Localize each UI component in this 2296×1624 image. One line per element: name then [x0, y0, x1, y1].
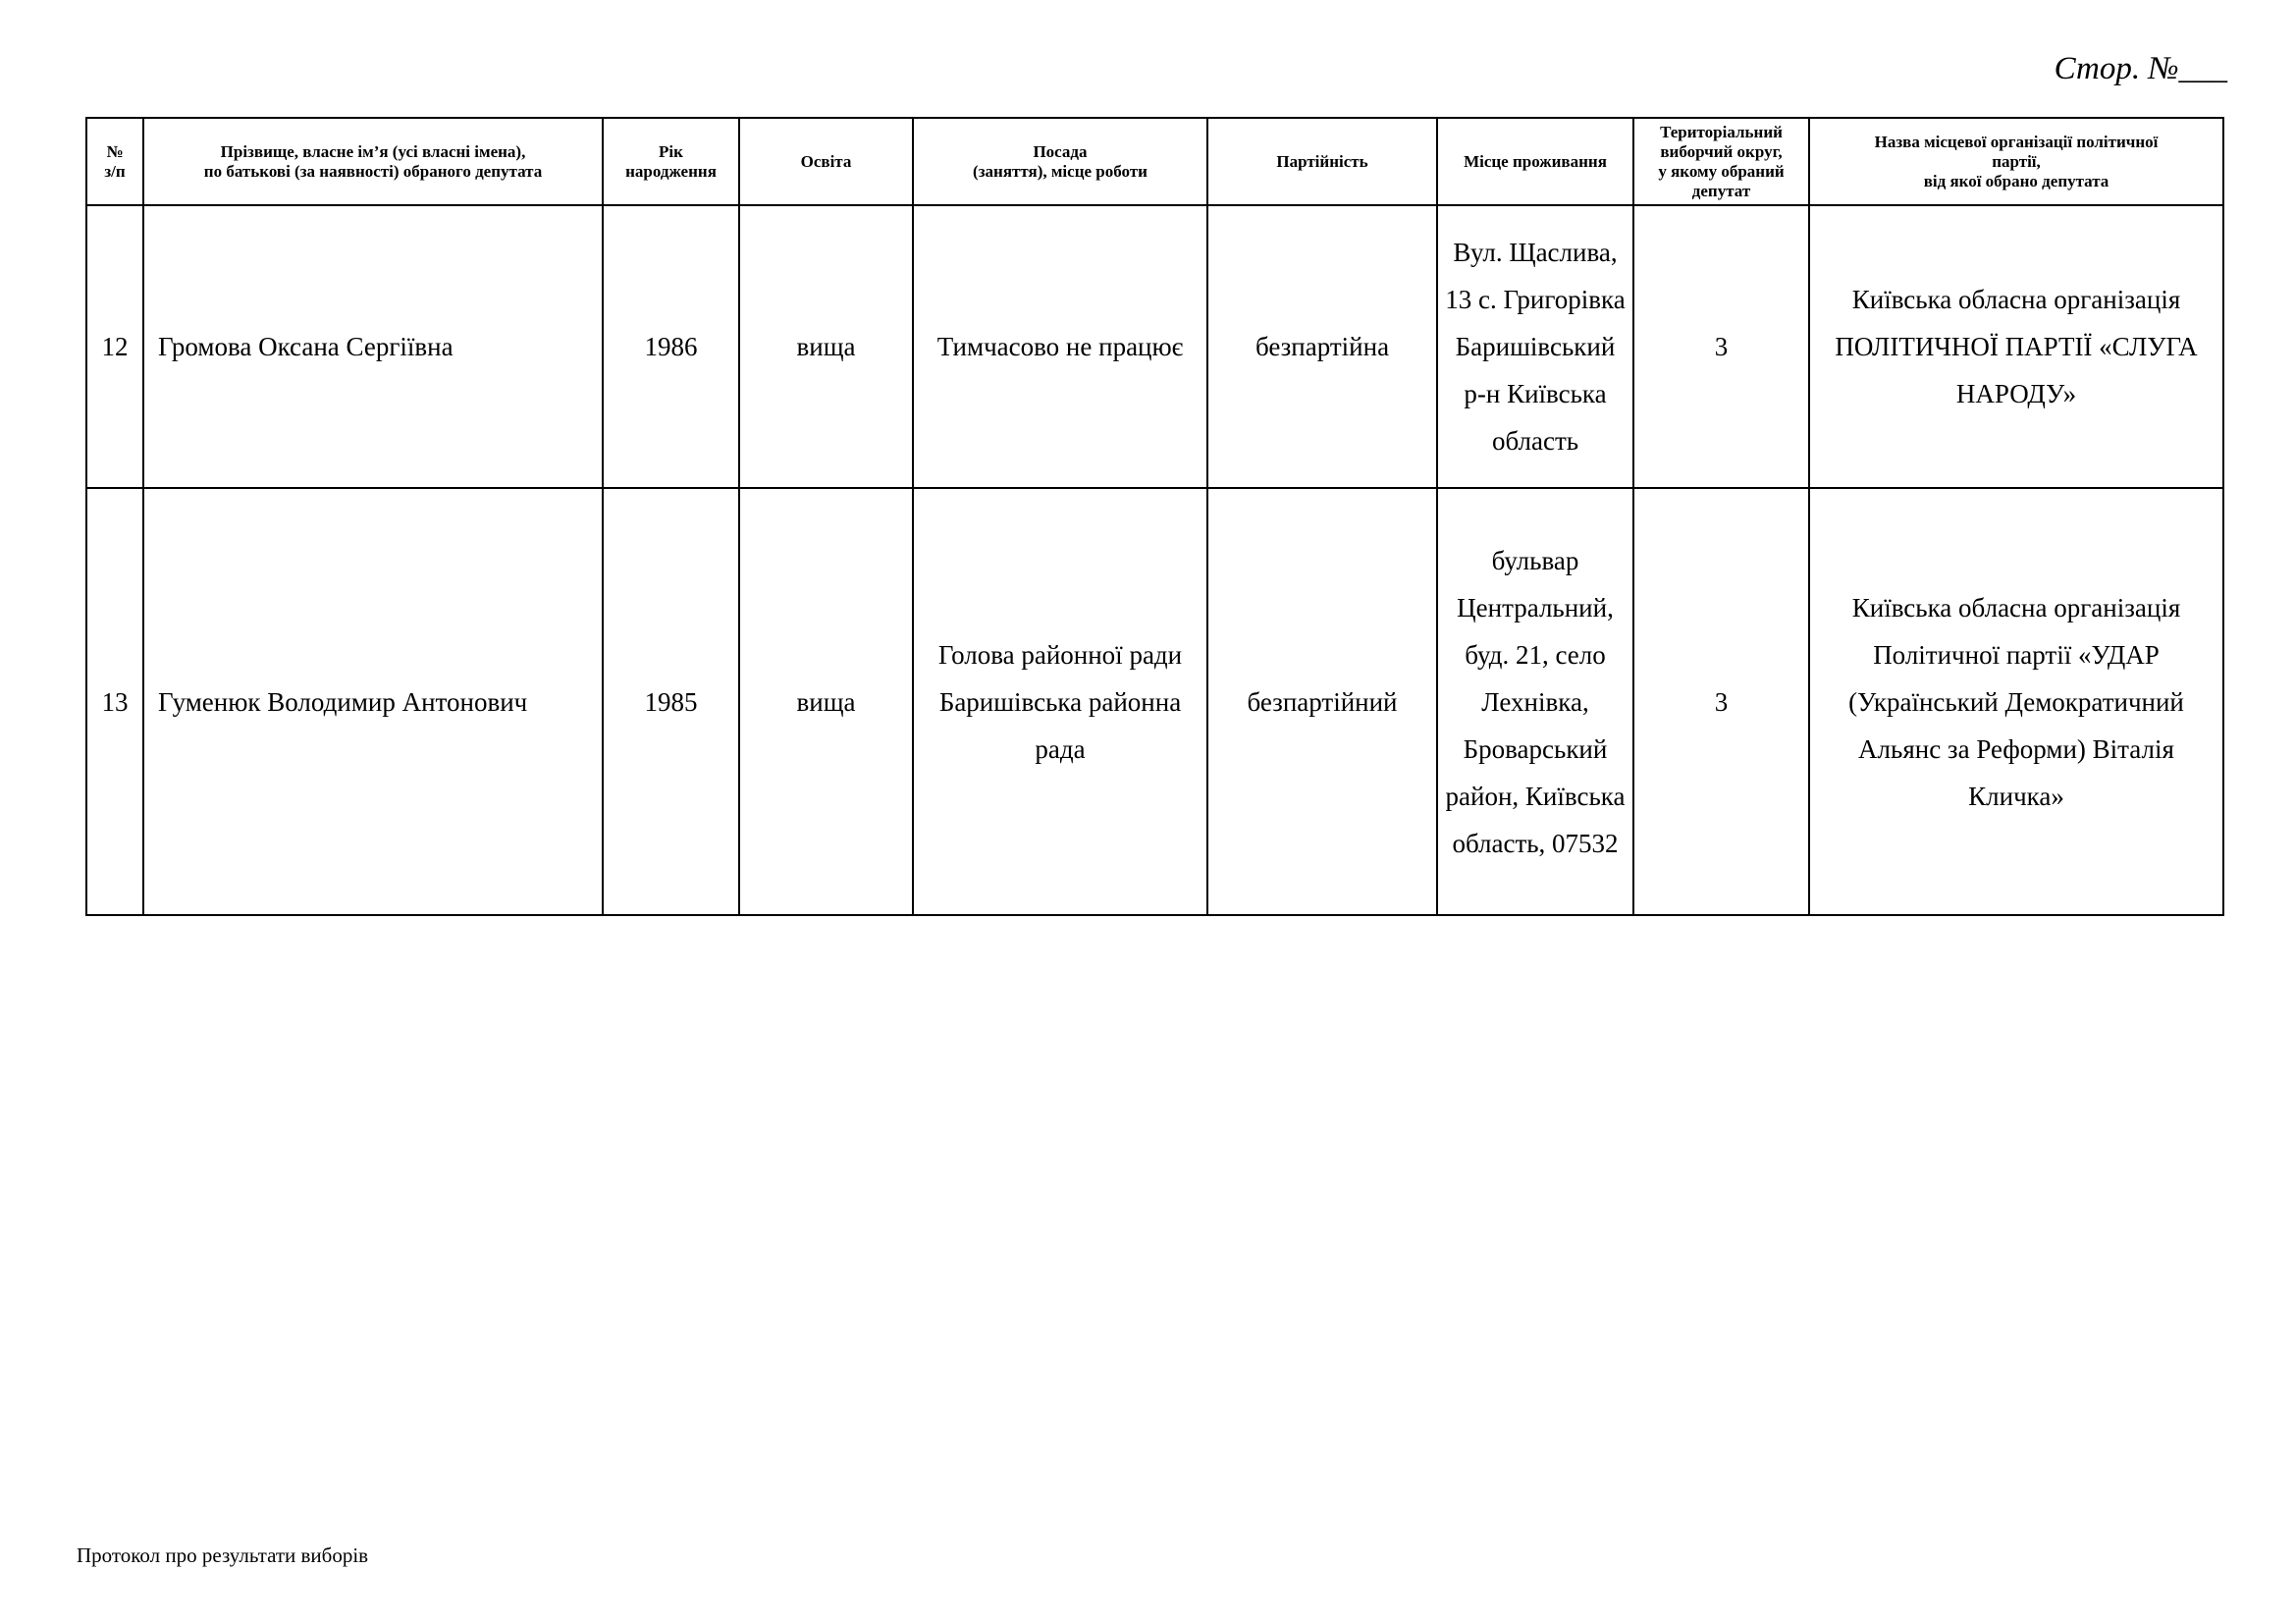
header-education: Освіта: [739, 118, 913, 205]
table-row: [86, 205, 2223, 488]
table-row: [86, 488, 2223, 915]
header-residence: Місце проживання: [1437, 118, 1633, 205]
cell-number: 13: [86, 488, 143, 915]
header-number: № з/п: [86, 118, 143, 205]
page-number: Стор. №___: [2054, 51, 2227, 86]
cell-number: 12: [86, 205, 143, 488]
cell-full-name: Гуменюк Володимир Антонович: [143, 488, 603, 915]
cell-birth-year: 1985: [603, 488, 739, 915]
table-header-row: [86, 118, 2223, 205]
header-birth-year: Рік народження: [603, 118, 739, 205]
cell-full-name: Громова Оксана Сергіївна: [143, 205, 603, 488]
cell-education: вища: [739, 488, 913, 915]
cell-party-organization: Київська обласна організація Політичної партії «УДАР (Український Демократичний Альянс за Реформи) Віталія Кличка»: [1809, 488, 2223, 915]
cell-party-organization: Київська обласна організація ПОЛІТИЧНОЇ ПАРТІЇ «СЛУГА НАРОДУ»: [1809, 205, 2223, 488]
header-district: Територіальний виборчий округ, у якому обраний депутат: [1633, 118, 1809, 205]
footer-note: Протокол про результати виборів: [77, 1543, 369, 1567]
header-party-membership: Партійність: [1207, 118, 1437, 205]
cell-district: 3: [1633, 488, 1809, 915]
cell-district: 3: [1633, 205, 1809, 488]
header-position: Посада (заняття), місце роботи: [913, 118, 1207, 205]
cell-position: Тимчасово не працює: [913, 205, 1207, 488]
cell-party-membership: безпартійний: [1207, 488, 1437, 915]
cell-birth-year: 1986: [603, 205, 739, 488]
cell-residence: Вул. Щаслива, 13 с. Григорівка Баришівський р-н Київська область: [1437, 205, 1633, 488]
cell-position: Голова районної ради Баришівська районна рада: [913, 488, 1207, 915]
cell-party-membership: безпартійна: [1207, 205, 1437, 488]
cell-residence: бульвар Центральний, буд. 21, село Лехнівка, Броварський район, Київська область, 07532: [1437, 488, 1633, 915]
cell-education: вища: [739, 205, 913, 488]
header-full-name: Прізвище, власне ім’я (усі власні імена), по батькові (за наявності) обраного депутата: [143, 118, 603, 205]
elected-deputies-table: [85, 117, 2224, 916]
header-party-organization: Назва місцевої організації політичної партії, від якої обрано депутата: [1809, 118, 2223, 205]
